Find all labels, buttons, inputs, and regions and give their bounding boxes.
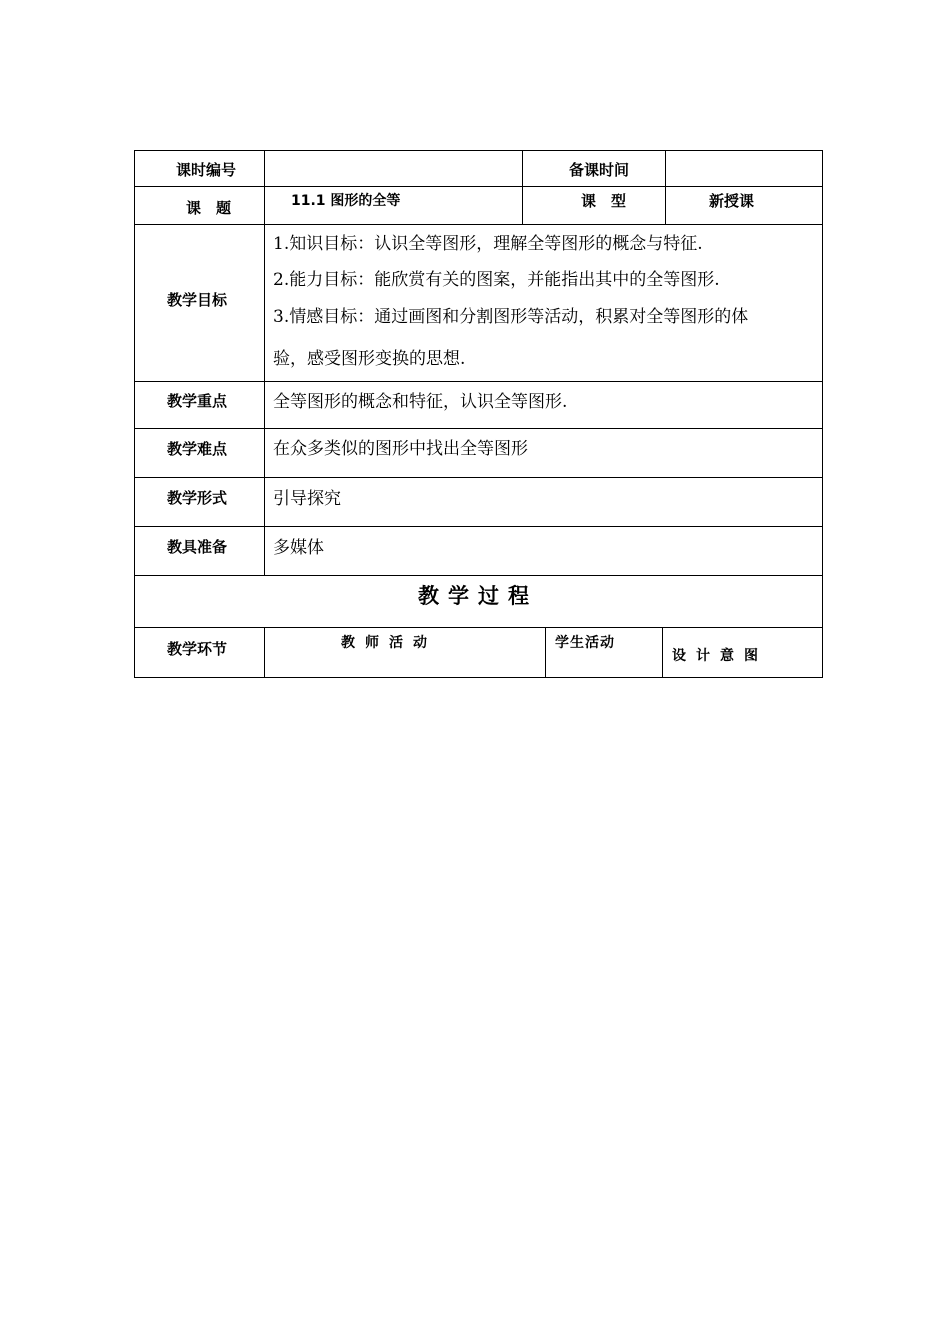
col-line	[662, 627, 663, 678]
objective-line: 2.能力目标：能欣赏有关的图案，并能指出其中的全等图形.	[273, 270, 720, 290]
key-point-label: 教学重点	[167, 392, 228, 410]
form-label: 教学形式	[167, 489, 228, 507]
table-border-left	[134, 150, 135, 678]
topic-label: 课 题	[186, 199, 232, 217]
col-line	[665, 150, 666, 225]
type-label: 课 型	[581, 192, 627, 210]
row-line	[134, 428, 823, 429]
topic-value: 11.1 图形的全等	[291, 193, 401, 209]
type-value: 新授课	[709, 192, 755, 210]
difficulty-value: 在众多类似的图形中找出全等图形	[273, 439, 528, 459]
col-line	[264, 150, 265, 576]
objective-line: 1.知识目标：认识全等图形，理解全等图形的概念与特征.	[273, 234, 703, 254]
table-border-bottom	[134, 677, 823, 678]
prep-time-label: 备课时间	[569, 161, 630, 179]
col-line	[522, 150, 523, 225]
process-title: 教学过程	[418, 584, 538, 608]
process-col-stage: 教学环节	[167, 640, 228, 658]
process-col-teacher: 教师活动	[341, 635, 437, 651]
row-line	[134, 381, 823, 382]
tools-value: 多媒体	[273, 538, 324, 558]
lesson-no-label: 课时编号	[176, 161, 237, 179]
row-line	[134, 186, 823, 187]
row-line	[134, 477, 823, 478]
row-line	[134, 627, 823, 628]
row-line	[134, 224, 823, 225]
col-line	[264, 627, 265, 678]
table-border-right	[822, 150, 823, 678]
table-border-top	[134, 150, 823, 151]
objective-line: 3.情感目标：通过画图和分割图形等活动，积累对全等图形的体	[273, 307, 749, 327]
objective-line: 验，感受图形变换的思想.	[273, 349, 466, 369]
tools-label: 教具准备	[167, 538, 228, 556]
process-col-intent: 设计意图	[672, 648, 768, 664]
difficulty-label: 教学难点	[167, 440, 228, 458]
form-value: 引导探究	[273, 489, 341, 509]
col-line	[545, 627, 546, 678]
row-line	[134, 526, 823, 527]
objectives-label: 教学目标	[167, 291, 228, 309]
row-line	[134, 575, 823, 576]
process-col-student: 学生活动	[555, 635, 615, 651]
key-point-value: 全等图形的概念和特征，认识全等图形.	[273, 392, 568, 412]
